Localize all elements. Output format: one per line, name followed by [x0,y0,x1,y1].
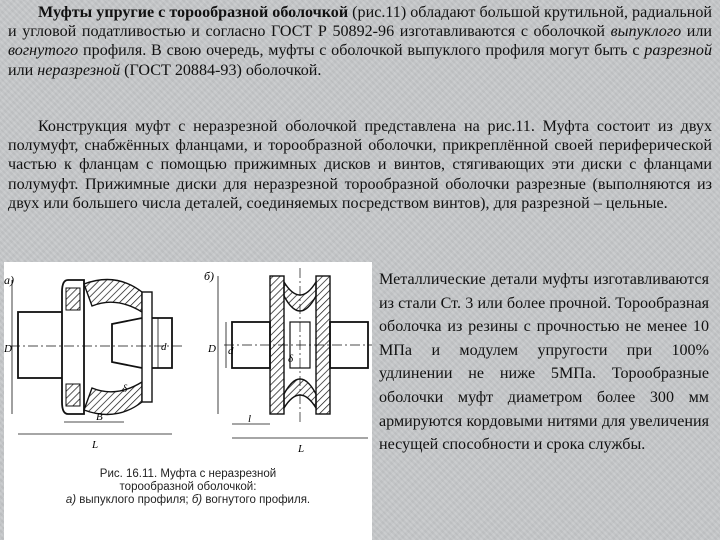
drawing-b-concave [204,268,372,455]
bold-lead: Муфты упругие с торообразной оболочкой [38,4,349,21]
paragraph-construction: Конструкция муфт с неразрезной оболочкой представлена на рис.11. Муфта состоит из двух полумуфт, снабжённых фланцами, и торообразной оболочки, прикреплённой своей периферической частью к фланцам с помощью прижимных дисков и винтов, стягивающих эти диски с фланцами полумуфт. Прижимные диски для неразрезной торообразной оболочки разрезные (выполняются из двух или большего числа деталей, соединяемых посредством винтов), для разрезной – цельные. [8,118,712,212]
coupling-drawing [4,262,372,467]
text-segment: (рис.11) обладают большой крутильной, радиальной и угловой податливостью и согласно ГОСТ Р 50892-96 изготавливаются с оболочкой [8,4,712,41]
dim-delta-a: δ [122,383,128,395]
label-a: а) [4,273,14,287]
paragraph-intro [8,3,712,80]
caption-line-1: Рис. 16.11. Муфта с неразрезной [99,468,277,480]
dim-delta-b: δ [288,353,294,365]
caption-line-2: торообразной оболочкой: [119,481,257,493]
flange-section-top [66,288,80,310]
caption-a-marker: а) [65,494,77,506]
dim-d-a: d [161,341,167,353]
dim-L-b: L [298,443,305,455]
torus-shell-top [84,280,142,313]
text-segment: профиля. В свою очередь, муфты с оболочкой выпуклого профиля могут быть с [78,42,645,60]
italic-term: вогнутого [8,42,79,60]
dim-l-b: l [248,413,252,425]
label-b: б) [204,269,215,283]
italic-term: неразрезной [37,61,121,79]
caption-line-3 [4,494,372,507]
figure-panel [4,262,372,540]
left-hub [18,312,68,378]
italic-term: разрезной [644,42,712,60]
flange-section-bottom [66,384,80,406]
caption-a-text: выпуклого профиля; [76,494,192,506]
dim-L-a: L [92,439,99,451]
italic-term: выпуклого [610,23,682,41]
right-flange [142,292,152,402]
text-segment: или [681,23,713,41]
drawing-a-convex [4,273,182,451]
text-segment: (ГОСТ 20884-93) оболочкой. [120,61,322,79]
dim-D-a: D [4,343,12,355]
text-segment: или [8,61,38,79]
figure-caption [4,468,372,507]
dim-D-b: D [208,343,216,355]
caption-b-marker: б) [191,494,203,506]
dim-B-a: B [96,411,103,423]
torus-shell-bottom [84,382,142,415]
caption-b-text: вогнутого профиля. [202,494,311,506]
dim-d-b: d [228,345,234,357]
paragraph-materials: Металлические детали муфты изготавливаются из стали Ст. 3 или более прочной. Торообразная оболочка из резины с прочностью не менее 10 МПа и модулем упругости при 100% удлинении не ниже 5МПа. Торообразные оболочки муфт диаметром более 300 мм армируются кордовыми нитями для увеличения несущей способности и срока службы. [379,271,709,454]
